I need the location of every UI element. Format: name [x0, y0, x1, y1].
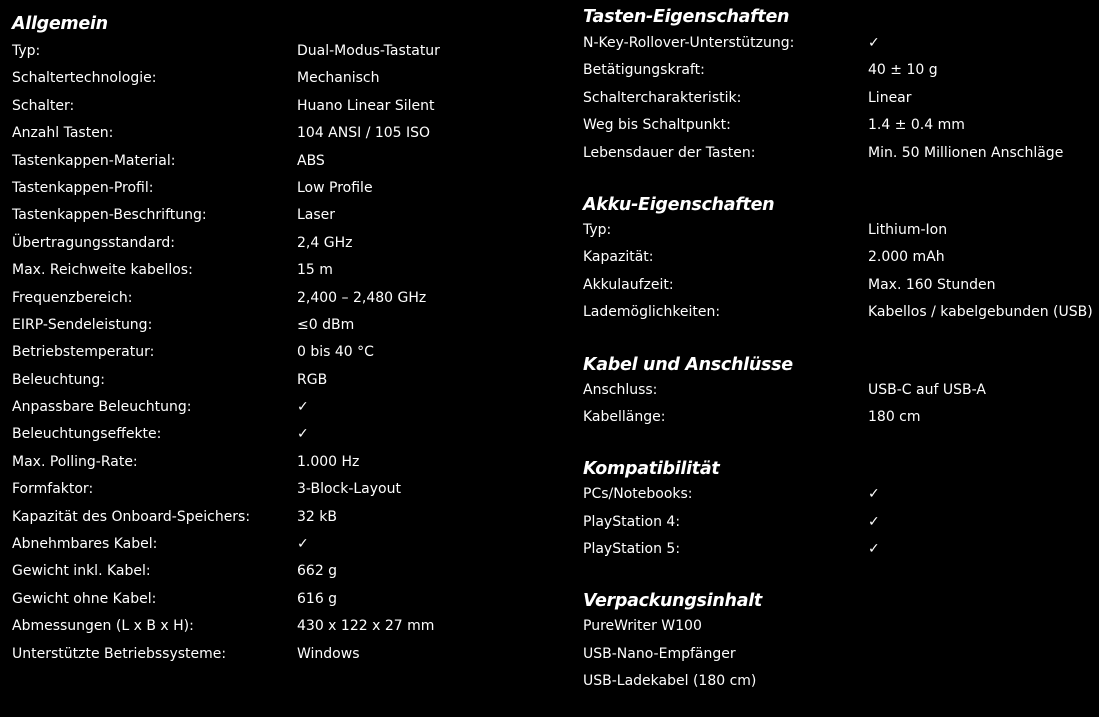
left-column — [12, 0, 532, 668]
spec-value: 430 x 122 x 27 mm — [297, 618, 435, 635]
section-spacer — [583, 563, 1093, 589]
spec-label: Schalter: — [12, 97, 75, 114]
spec-label: Gewicht inkl. Kabel: — [12, 563, 151, 580]
spec-value: 1.000 Hz — [297, 453, 360, 470]
spec-section-verpackungsinhalt — [583, 589, 1093, 695]
section-spacer — [583, 167, 1093, 193]
spec-row — [583, 613, 1093, 640]
spec-value: Dual-Modus-Tastatur — [297, 43, 440, 59]
spec-value: 1.4 ± 0.4 mm — [868, 117, 965, 134]
spec-label: PlayStation 4: — [583, 513, 681, 530]
spec-row — [12, 175, 532, 202]
spec-label: Frequenzbereich: — [12, 289, 133, 306]
spec-row — [12, 148, 532, 175]
spec-row — [583, 509, 1093, 536]
spec-label: Tastenkappen-Material: — [12, 152, 176, 169]
spec-value: 180 cm — [868, 408, 921, 425]
section-title: Allgemein — [12, 14, 108, 34]
spec-rows — [583, 613, 1093, 695]
spec-row — [12, 586, 532, 613]
section-spacer — [583, 431, 1093, 457]
spec-value: Mechanisch — [297, 70, 380, 87]
spec-rows — [12, 38, 532, 668]
spec-label: Formfaktor: — [12, 481, 94, 498]
spec-section-allgemein — [12, 0, 532, 668]
spec-label: PlayStation 5: — [583, 541, 681, 558]
spec-value: 2,4 GHz — [297, 234, 353, 251]
spec-value: 40 ± 10 g — [868, 62, 938, 79]
spec-label: N-Key-Rollover-Unterstützung: — [583, 35, 795, 51]
spec-label: Tastenkappen-Beschriftung: — [12, 207, 207, 224]
spec-value: Lithium-Ion — [868, 221, 948, 238]
spec-value: Windows — [297, 645, 360, 662]
spec-label: Tastenkappen-Profil: — [12, 179, 154, 196]
spec-row — [12, 285, 532, 312]
spec-row — [583, 30, 1093, 57]
spec-row — [583, 536, 1093, 563]
spec-row — [12, 421, 532, 448]
spec-row — [583, 57, 1093, 84]
package-item: PureWriter W100 — [583, 618, 702, 635]
spec-value: 3-Block-Layout — [297, 481, 401, 498]
spec-row — [12, 202, 532, 229]
spec-label: Max. Reichweite kabellos: — [12, 262, 193, 279]
checkmark-icon: ✓ — [297, 426, 309, 443]
spec-row — [12, 558, 532, 585]
spec-label: Schaltertechnologie: — [12, 70, 157, 87]
spec-row — [12, 93, 532, 120]
spec-label: Unterstützte Betriebssysteme: — [12, 645, 227, 662]
spec-row — [12, 38, 532, 65]
spec-row — [12, 531, 532, 558]
spec-value: Laser — [297, 207, 336, 224]
spec-label: Beleuchtung: — [12, 371, 106, 388]
spec-value: ≤0 dBm — [297, 316, 355, 333]
spec-label: Kapazität des Onboard-Speichers: — [12, 508, 251, 525]
spec-row — [583, 377, 1093, 404]
spec-value: USB-C auf USB-A — [868, 381, 986, 398]
spec-value: 662 g — [297, 563, 338, 580]
spec-rows — [583, 217, 1093, 327]
spec-value: Linear — [868, 89, 912, 106]
checkmark-icon: ✓ — [297, 399, 309, 416]
spec-value: 2.000 mAh — [868, 249, 945, 266]
spec-label: Anschluss: — [583, 381, 658, 398]
spec-row — [12, 476, 532, 503]
spec-label: Lademöglichkeiten: — [583, 304, 721, 321]
spec-label: Max. Polling-Rate: — [12, 453, 138, 470]
section-spacer — [583, 327, 1093, 353]
spec-row — [583, 668, 1093, 695]
spec-row — [583, 140, 1093, 167]
spec-label: Beleuchtungseffekte: — [12, 426, 162, 443]
spec-label: Weg bis Schaltpunkt: — [583, 117, 731, 134]
spec-value: Kabellos / kabelgebunden (USB) — [868, 304, 1093, 321]
spec-value: 104 ANSI / 105 ISO — [297, 125, 431, 142]
spec-row — [12, 65, 532, 92]
package-item: USB-Ladekabel (180 cm) — [583, 673, 757, 690]
spec-row — [583, 85, 1093, 112]
package-item: USB-Nano-Empfänger — [583, 645, 736, 662]
spec-value: 616 g — [297, 590, 338, 607]
spec-row — [12, 613, 532, 640]
spec-rows — [583, 377, 1093, 432]
spec-value: Min. 50 Millionen Anschläge — [868, 144, 1064, 161]
spec-row — [583, 272, 1093, 299]
spec-value: Huano Linear Silent — [297, 97, 435, 114]
checkmark-icon: ✓ — [297, 536, 309, 553]
checkmark-icon: ✓ — [868, 35, 880, 51]
spec-row — [12, 504, 532, 531]
spec-label: Typ: — [583, 221, 612, 238]
section-title: Akku-Eigenschaften — [583, 194, 775, 215]
section-title: Tasten-Eigenschaften — [583, 7, 790, 27]
spec-row — [12, 367, 532, 394]
spec-row — [583, 299, 1093, 326]
spec-label: Kabellänge: — [583, 408, 666, 425]
checkmark-icon: ✓ — [868, 486, 880, 503]
spec-row — [12, 312, 532, 339]
section-title: Kabel und Anschlüsse — [583, 354, 793, 375]
spec-row — [12, 641, 532, 668]
spec-label: Schaltercharakteristik: — [583, 89, 742, 106]
right-column — [583, 0, 1093, 696]
spec-value: RGB — [297, 371, 328, 388]
section-title: Verpackungsinhalt — [583, 591, 762, 612]
spec-label: PCs/Notebooks: — [583, 486, 693, 503]
spec-row — [12, 120, 532, 147]
spec-label: Kapazität: — [583, 249, 654, 266]
spec-section-tasten-eigenschaften — [583, 0, 1093, 167]
spec-row — [12, 230, 532, 257]
spec-value: Low Profile — [297, 179, 373, 196]
spec-row — [583, 217, 1093, 244]
spec-label: Betätigungskraft: — [583, 62, 705, 79]
spec-row — [583, 112, 1093, 139]
spec-label: Typ: — [12, 43, 41, 59]
spec-label: Anzahl Tasten: — [12, 125, 114, 142]
spec-row — [583, 404, 1093, 431]
spec-row — [12, 394, 532, 421]
spec-rows — [583, 481, 1093, 563]
spec-value: 0 bis 40 °C — [297, 344, 374, 361]
spec-row — [12, 257, 532, 284]
spec-section-kabel-und-anschluesse — [583, 353, 1093, 432]
spec-value: 15 m — [297, 262, 333, 279]
spec-label: Anpassbare Beleuchtung: — [12, 399, 192, 416]
checkmark-icon: ✓ — [868, 541, 880, 558]
spec-label: Betriebstemperatur: — [12, 344, 155, 361]
spec-row — [583, 641, 1093, 668]
section-title: Kompatibilität — [583, 459, 720, 480]
spec-value: 2,400 – 2,480 GHz — [297, 289, 427, 306]
spec-label: Abmessungen (L x B x H): — [12, 618, 194, 635]
spec-label: Übertragungsstandard: — [12, 234, 175, 251]
spec-section-kompatibilitaet — [583, 457, 1093, 563]
spec-rows — [583, 30, 1093, 167]
spec-label: Gewicht ohne Kabel: — [12, 590, 157, 607]
spec-value: 32 kB — [297, 508, 337, 525]
spec-row — [12, 339, 532, 366]
spec-row — [583, 481, 1093, 508]
checkmark-icon: ✓ — [868, 513, 880, 530]
spec-row — [583, 244, 1093, 271]
spec-value: ABS — [297, 152, 325, 169]
spec-label: Akkulaufzeit: — [583, 276, 674, 293]
spec-section-akku-eigenschaften — [583, 193, 1093, 327]
spec-label: Lebensdauer der Tasten: — [583, 144, 756, 161]
spec-value: Max. 160 Stunden — [868, 276, 996, 293]
spec-label: EIRP-Sendeleistung: — [12, 316, 153, 333]
spec-row — [12, 449, 532, 476]
spec-label: Abnehmbares Kabel: — [12, 536, 158, 553]
